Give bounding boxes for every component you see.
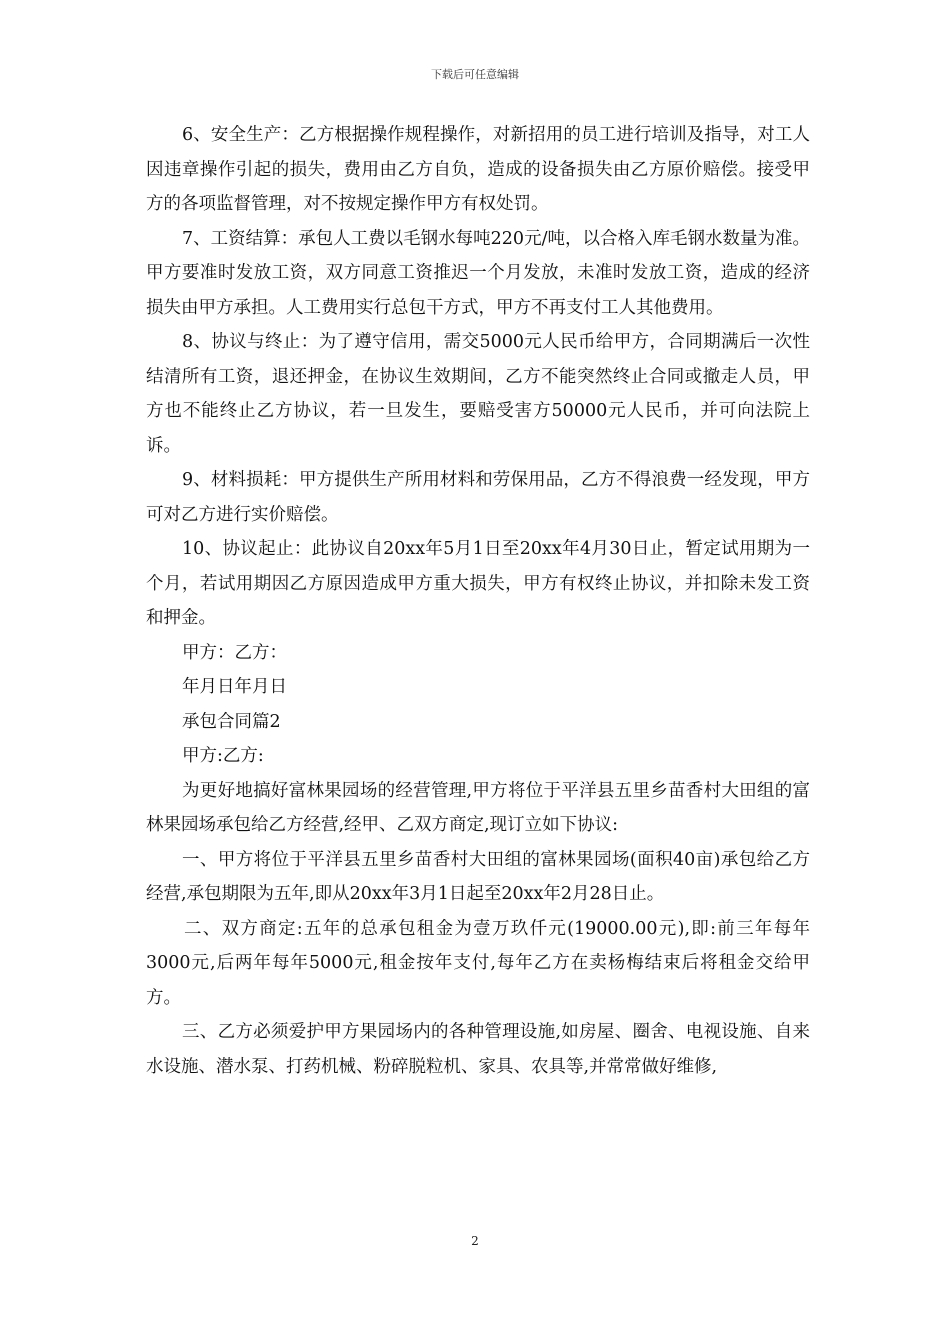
- clause-3: 三、乙方必须爱护甲方果园场内的各种管理设施,如房屋、圈舍、电视设施、自来水设施、潜水泵、打药机械、粉碎脱粒机、家具、农具等,并常常做好维修,: [146, 1022, 810, 1077]
- paragraph-safety: 6、安全生产：乙方根据操作规程操作，对新招用的员工进行培训及指导，对工人因违章操作引起的损失，费用由乙方自负，造成的设备损失由乙方原价赔偿。接受甲方的各项监督管理，对不按规定操作甲方有权处罚。: [146, 125, 810, 214]
- paragraph-wages: 7、工资结算：承包人工费以毛钢水每吨220元/吨，以合格入库毛钢水数量为准。甲方要准时发放工资，双方同意工资推迟一个月发放，未准时发放工资，造成的经济损失由甲方承担。人工费用实行总包干方式，甲方不再支付工人其他费用。: [146, 228, 810, 318]
- clause-2: 二、双方商定:五年的总承包租金为壹万玖仟元(19000.00元),即:前三年每年3000元,后两年每年5000元,租金按年支付,每年乙方在卖杨梅结束后将租金交给甲方。: [146, 918, 810, 1008]
- signature-parties: 甲方：乙方：: [182, 642, 287, 663]
- parties-line: 甲方:乙方:: [182, 746, 264, 766]
- section-title: 承包合同篇2: [182, 711, 281, 732]
- document-body: [146, 118, 810, 1084]
- page-number: 2: [471, 1234, 479, 1248]
- clause-1: 一、甲方将位于平洋县五里乡苗香村大田组的富林果园场(面积40亩)承包给乙方经营,承包期限为五年,即从20xx年3月1日起至20xx年2月28日止。: [146, 849, 810, 904]
- signature-dates: 年月日年月日: [182, 677, 287, 697]
- paragraph-materials: 9、材料损耗：甲方提供生产所用材料和劳保用品，乙方不得浪费一经发现，甲方可对乙方进行实价赔偿。: [146, 470, 810, 525]
- paragraph-termination: 8、协议与终止：为了遵守信用，需交5000元人民币给甲方，合同期满后一次性结清所有工资，退还押金，在协议生效期间，乙方不能突然终止合同或撤走人员，甲方也不能终止乙方协议，若一旦发生，要赔受害方50000元人民币，并可向法院上诉。: [146, 332, 810, 456]
- paragraph-preamble: 为更好地搞好富林果园场的经营管理,甲方将位于平洋县五里乡苗香村大田组的富林果园场承包给乙方经营,经甲、乙双方商定,现订立如下协议:: [146, 780, 810, 835]
- paragraph-term-period: 10、协议起止：此协议自20xx年5月1日至20xx年4月30日止，暂定试用期为一个月，若试用期因乙方原因造成甲方重大损失，甲方有权终止协议，并扣除未发工资和押金。: [146, 539, 810, 628]
- page-header-note: 下载后可任意编辑: [431, 68, 519, 81]
